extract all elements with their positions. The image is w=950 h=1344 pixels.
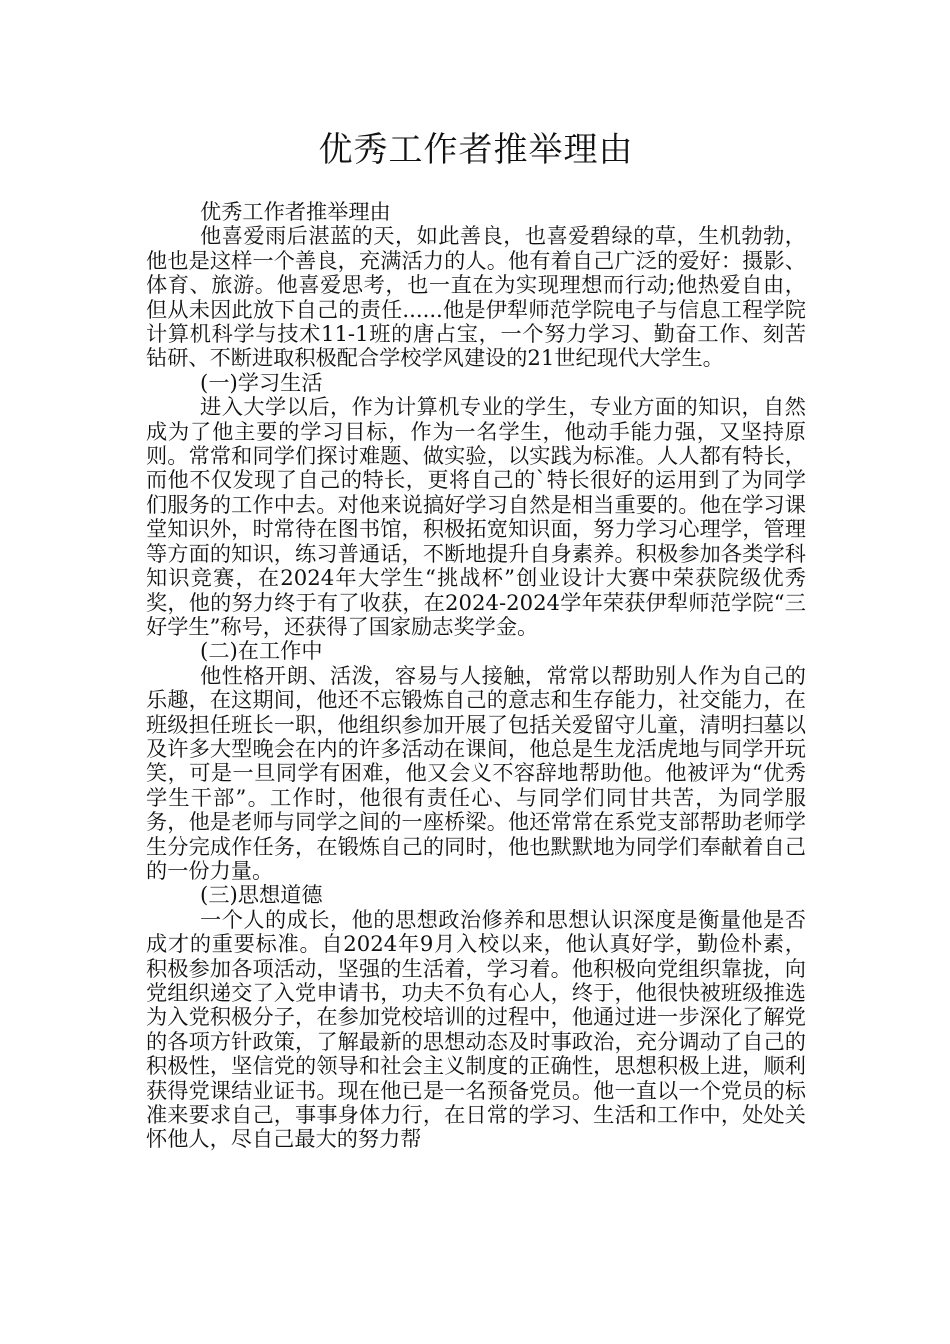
paragraph-intro: 他喜爱雨后湛蓝的天，如此善良，也喜爱碧绿的草，生机勃勃，他也是这样一个善良，充满活力的人。他有着自己广泛的爱好：摄影、体育、旅游。他喜爱思考，也一直在为实现理想而行动;他热爱自由，但从未因此放下自己的责任......他是伊犁师范学院电子与信息工程学院计算机科学与技术11-1班的唐占宝，一个努力学习、勤奋工作、刻苦钻研、不断进取积极配合学校学风建设的21世纪现代大学生。: [146, 223, 806, 371]
document-page: [146, 0, 806, 1152]
paragraph-work: 他性格开朗、活泼，容易与人接触，常常以帮助别人作为自己的乐趣，在这期间，他还不忘锻炼自己的意志和生存能力，社交能力，在班级担任班长一职，他组织参加开展了包括关爱留守儿童，清明扫墓以及许多大型晚会在内的许多活动在课间，他总是生龙活虎地与同学开玩笑，可是一旦同学有困难，他又会义不容辞地帮助他。他被评为“优秀学生干部”。工作时，他很有责任心、与同学们同甘共苦，为同学服务，他是老师与同学之间的一座桥梁。他还常常在系党支部帮助老师学生分完成作任务，在锻炼自己的同时，他也默默地为同学们奉献着自己的一份力量。: [146, 662, 806, 883]
section-heading-morality: (三)思想道德: [200, 882, 323, 908]
paragraph-morality: 一个人的成长，他的思想政治修养和思想认识深度是衡量他是否成才的重要标准。自2024年9月入校以来，他认真好学，勤俭朴素，积极参加各项活动，坚强的生活着，学习着。他积极向党组织靠拢，向党组织递交了入党申请书，功夫不负有心人，终于，他很快被班级推选为入党积极分子，在参加党校培训的过程中，他通过进一步深化了解党的各项方针政策，了解最新的思想动态及时事政治，充分调动了自己的积极性，坚信党的领导和社会主义制度的正确性，思想积极上进，顺利获得党课结业证书。现在他已是一名预备党员。他一直以一个党员的标准来要求自己，事事身体力行，在日常的学习、生活和工作中，处处关怀他人，尽自己最大的努力帮: [146, 906, 806, 1152]
document-body: [146, 200, 806, 1152]
document-title: 优秀工作者推举理由: [318, 130, 634, 170]
section-heading-work: (二)在工作中: [200, 638, 323, 664]
section-heading-study: (一)学习生活: [200, 369, 323, 395]
paragraph-heading: 优秀工作者推举理由: [200, 199, 391, 224]
paragraph-study: 进入大学以后，作为计算机专业的学生，专业方面的知识，自然成为了他主要的学习目标，作为一名学生，他动手能力强，又坚持原则。常常和同学们探讨难题、做实验，以实践为标准。人人都有特长，而他不仅发现了自己的特长，更将自己的`特长很好的运用到了为同学们服务的工作中去。对他来说搞好学习自然是相当重要的。他在学习课堂知识外，时常待在图书馆，积极拓宽知识面，努力学习心理学，管理等方面的知识，练习普通话，不断地提升自身素养。积极参加各类学科知识竞赛，在2024年大学生“挑战杯”创业设计大赛中荣获院级优秀奖，他的努力终于有了收获，在2024-2024学年荣获伊犁师范学院“三好学生”称号，还获得了国家励志奖学金。: [146, 394, 806, 639]
